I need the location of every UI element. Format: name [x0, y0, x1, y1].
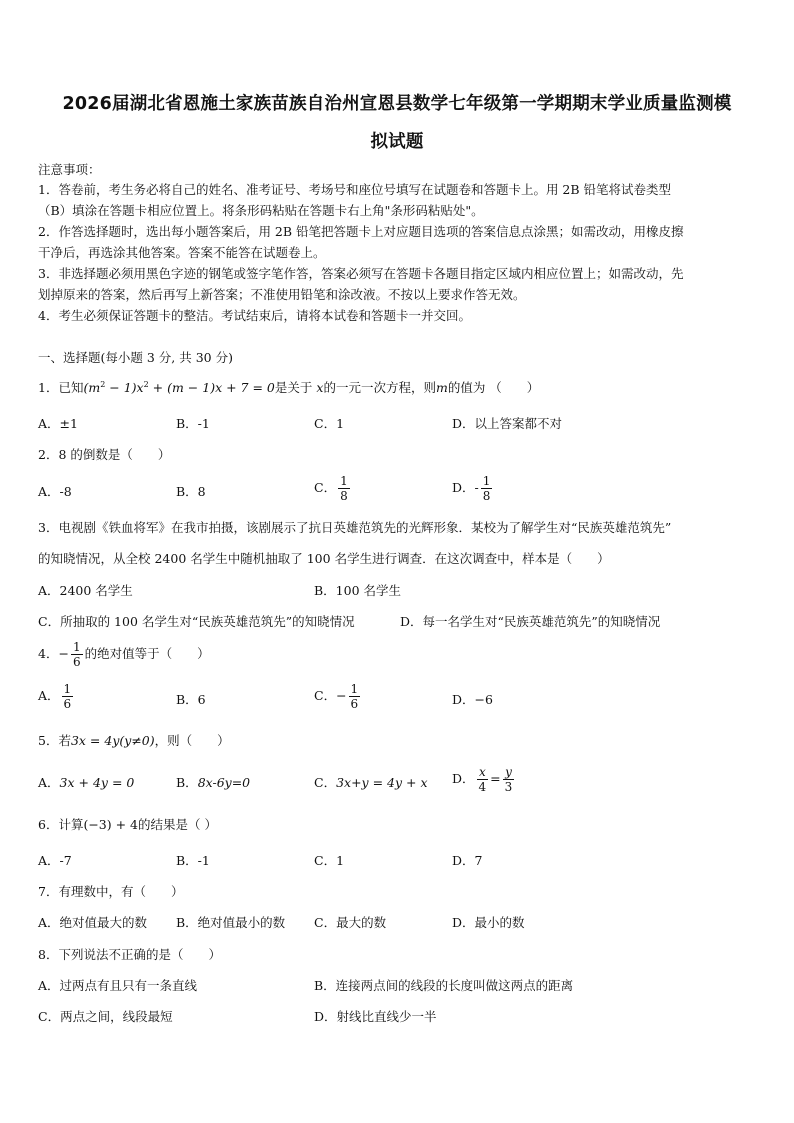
notice-item: （B）填涂在答题卡相应位置上。将条形码粘贴在答题卡右上角"条形码粘贴处"。 [38, 203, 484, 218]
question-1-option-c: C．1 [314, 416, 345, 431]
question-5-option-b: B．8x-6y=0 [176, 775, 251, 790]
question-5-stem: 5．若3x = 4y(y≠0)，则（ ） [38, 733, 230, 748]
question-4-option-d: D．−6 [452, 692, 493, 707]
question-3-option-b: B．100 名学生 [314, 583, 402, 598]
question-2-option-c: C． $\frac{1}{8}$ [314, 474, 348, 503]
section-heading: 一、选择题(每小题 3 分, 共 30 分) [38, 350, 233, 365]
question-3-option-c: C．所抽取的 100 名学生对“民族英雄范筑先”的知晓情况 [38, 614, 355, 629]
exam-title-line1: 2026届湖北省恩施土家族苗族自治州宣恩县数学七年级第一学期期末学业质量监测模 [62, 94, 732, 114]
exam-title-line2: 拟试题 [370, 132, 424, 152]
notice-item: 划掉原来的答案，然后再写上新答案；不准使用铅笔和涂改液。不按以上要求作答无效。 [38, 287, 526, 302]
question-8-stem: 8．下列说法不正确的是（ ） [38, 947, 221, 962]
question-5-option-d: D． $\frac{x}{4}$ = $\frac{y}{3}$ [452, 765, 513, 794]
question-5-option-a: A．3x + 4y = 0 [38, 775, 135, 790]
question-5-option-c: C．3x+y = 4y + x [314, 775, 428, 790]
question-6-option-a: A．-7 [38, 853, 72, 868]
question-6-stem: 6．计算(−3) + 4的结果是（ ） [38, 817, 217, 832]
notice-item: 2．作答选择题时，选出每小题答案后，用 2B 铅笔把答题卡上对应题目选项的答案信息点涂黑；如需改动，用橡皮擦 [38, 224, 684, 239]
notice-item: 3．非选择题必须用黑色字迹的钢笔或签字笔作答，答案必须写在答题卡各题目指定区域内相应位置上；如需改动，先 [38, 266, 684, 281]
question-6-option-b: B．-1 [176, 853, 210, 868]
question-7-stem: 7．有理数中，有（ ） [38, 884, 184, 899]
question-7-option-c: C．最大的数 [314, 915, 387, 930]
notice-heading: 注意事项： [38, 162, 101, 177]
question-2-option-b: B．8 [176, 484, 206, 499]
question-4-option-b: B．6 [176, 692, 206, 707]
question-3-stem-line1: 3．电视剧《铁血将军》在我市拍摄，该剧展示了抗日英雄范筑先的光辉形象．某校为了解学生对“民族英雄范筑先” [38, 520, 672, 535]
question-3-stem-line2: 的知晓情况，从全校 2400 名学生中随机抽取了 100 名学生进行调查．在这次调查中，样本是（ ） [38, 551, 610, 566]
question-6-option-c: C．1 [314, 853, 345, 868]
question-8-option-c: C．两点之间，线段最短 [38, 1009, 173, 1024]
question-6-option-d: D．7 [452, 853, 483, 868]
question-1-option-a: A．±1 [38, 416, 78, 431]
question-7-option-d: D．最小的数 [452, 915, 525, 930]
question-1-stem: 1．已知$(m^2 - 1)x^2 + (m - 1)x + 7 = 0$是关于 x的一元一次方程，则m的值为 （ ） [38, 380, 540, 395]
notice-item: 4．考生必须保证答题卡的整洁。考试结束后，请将本试卷和答题卡一并交回。 [38, 308, 471, 323]
question-2-stem: 2．8 的倒数是（ ） [38, 447, 171, 462]
question-7-option-a: A．绝对值最大的数 [38, 915, 148, 930]
question-3-option-d: D．每一名学生对“民族英雄范筑先”的知晓情况 [400, 614, 661, 629]
question-4-option-c: C．− $\frac{1}{6}$ [314, 682, 359, 711]
question-2-option-d: D．- $\frac{1}{8}$ [452, 474, 491, 503]
notice-item: 干净后，再选涂其他答案。答案不能答在试题卷上。 [38, 245, 326, 260]
question-8-option-b: B．连接两点间的线段的长度叫做这两点的距离 [314, 978, 574, 993]
notice-item: 1．答卷前，考生务必将自己的姓名、准考证号、考场号和座位号填写在试题卷和答题卡上。用 2B 铅笔将试卷类型 [38, 182, 672, 197]
question-1-option-d: D．以上答案都不对 [452, 416, 563, 431]
question-2-option-a: A．-8 [38, 484, 72, 499]
question-8-option-d: D．射线比直线少一半 [314, 1009, 437, 1024]
question-7-option-b: B．绝对值最小的数 [176, 915, 286, 930]
question-1-option-b: B．-1 [176, 416, 210, 431]
question-8-option-a: A．过两点有且只有一条直线 [38, 978, 198, 993]
question-4-option-a: A． $\frac{1}{6}$ [38, 682, 72, 711]
question-4-stem: 4．− $\frac{1}{6}$ 的绝对值等于（ ） [38, 640, 210, 669]
question-3-option-a: A．2400 名学生 [38, 583, 133, 598]
